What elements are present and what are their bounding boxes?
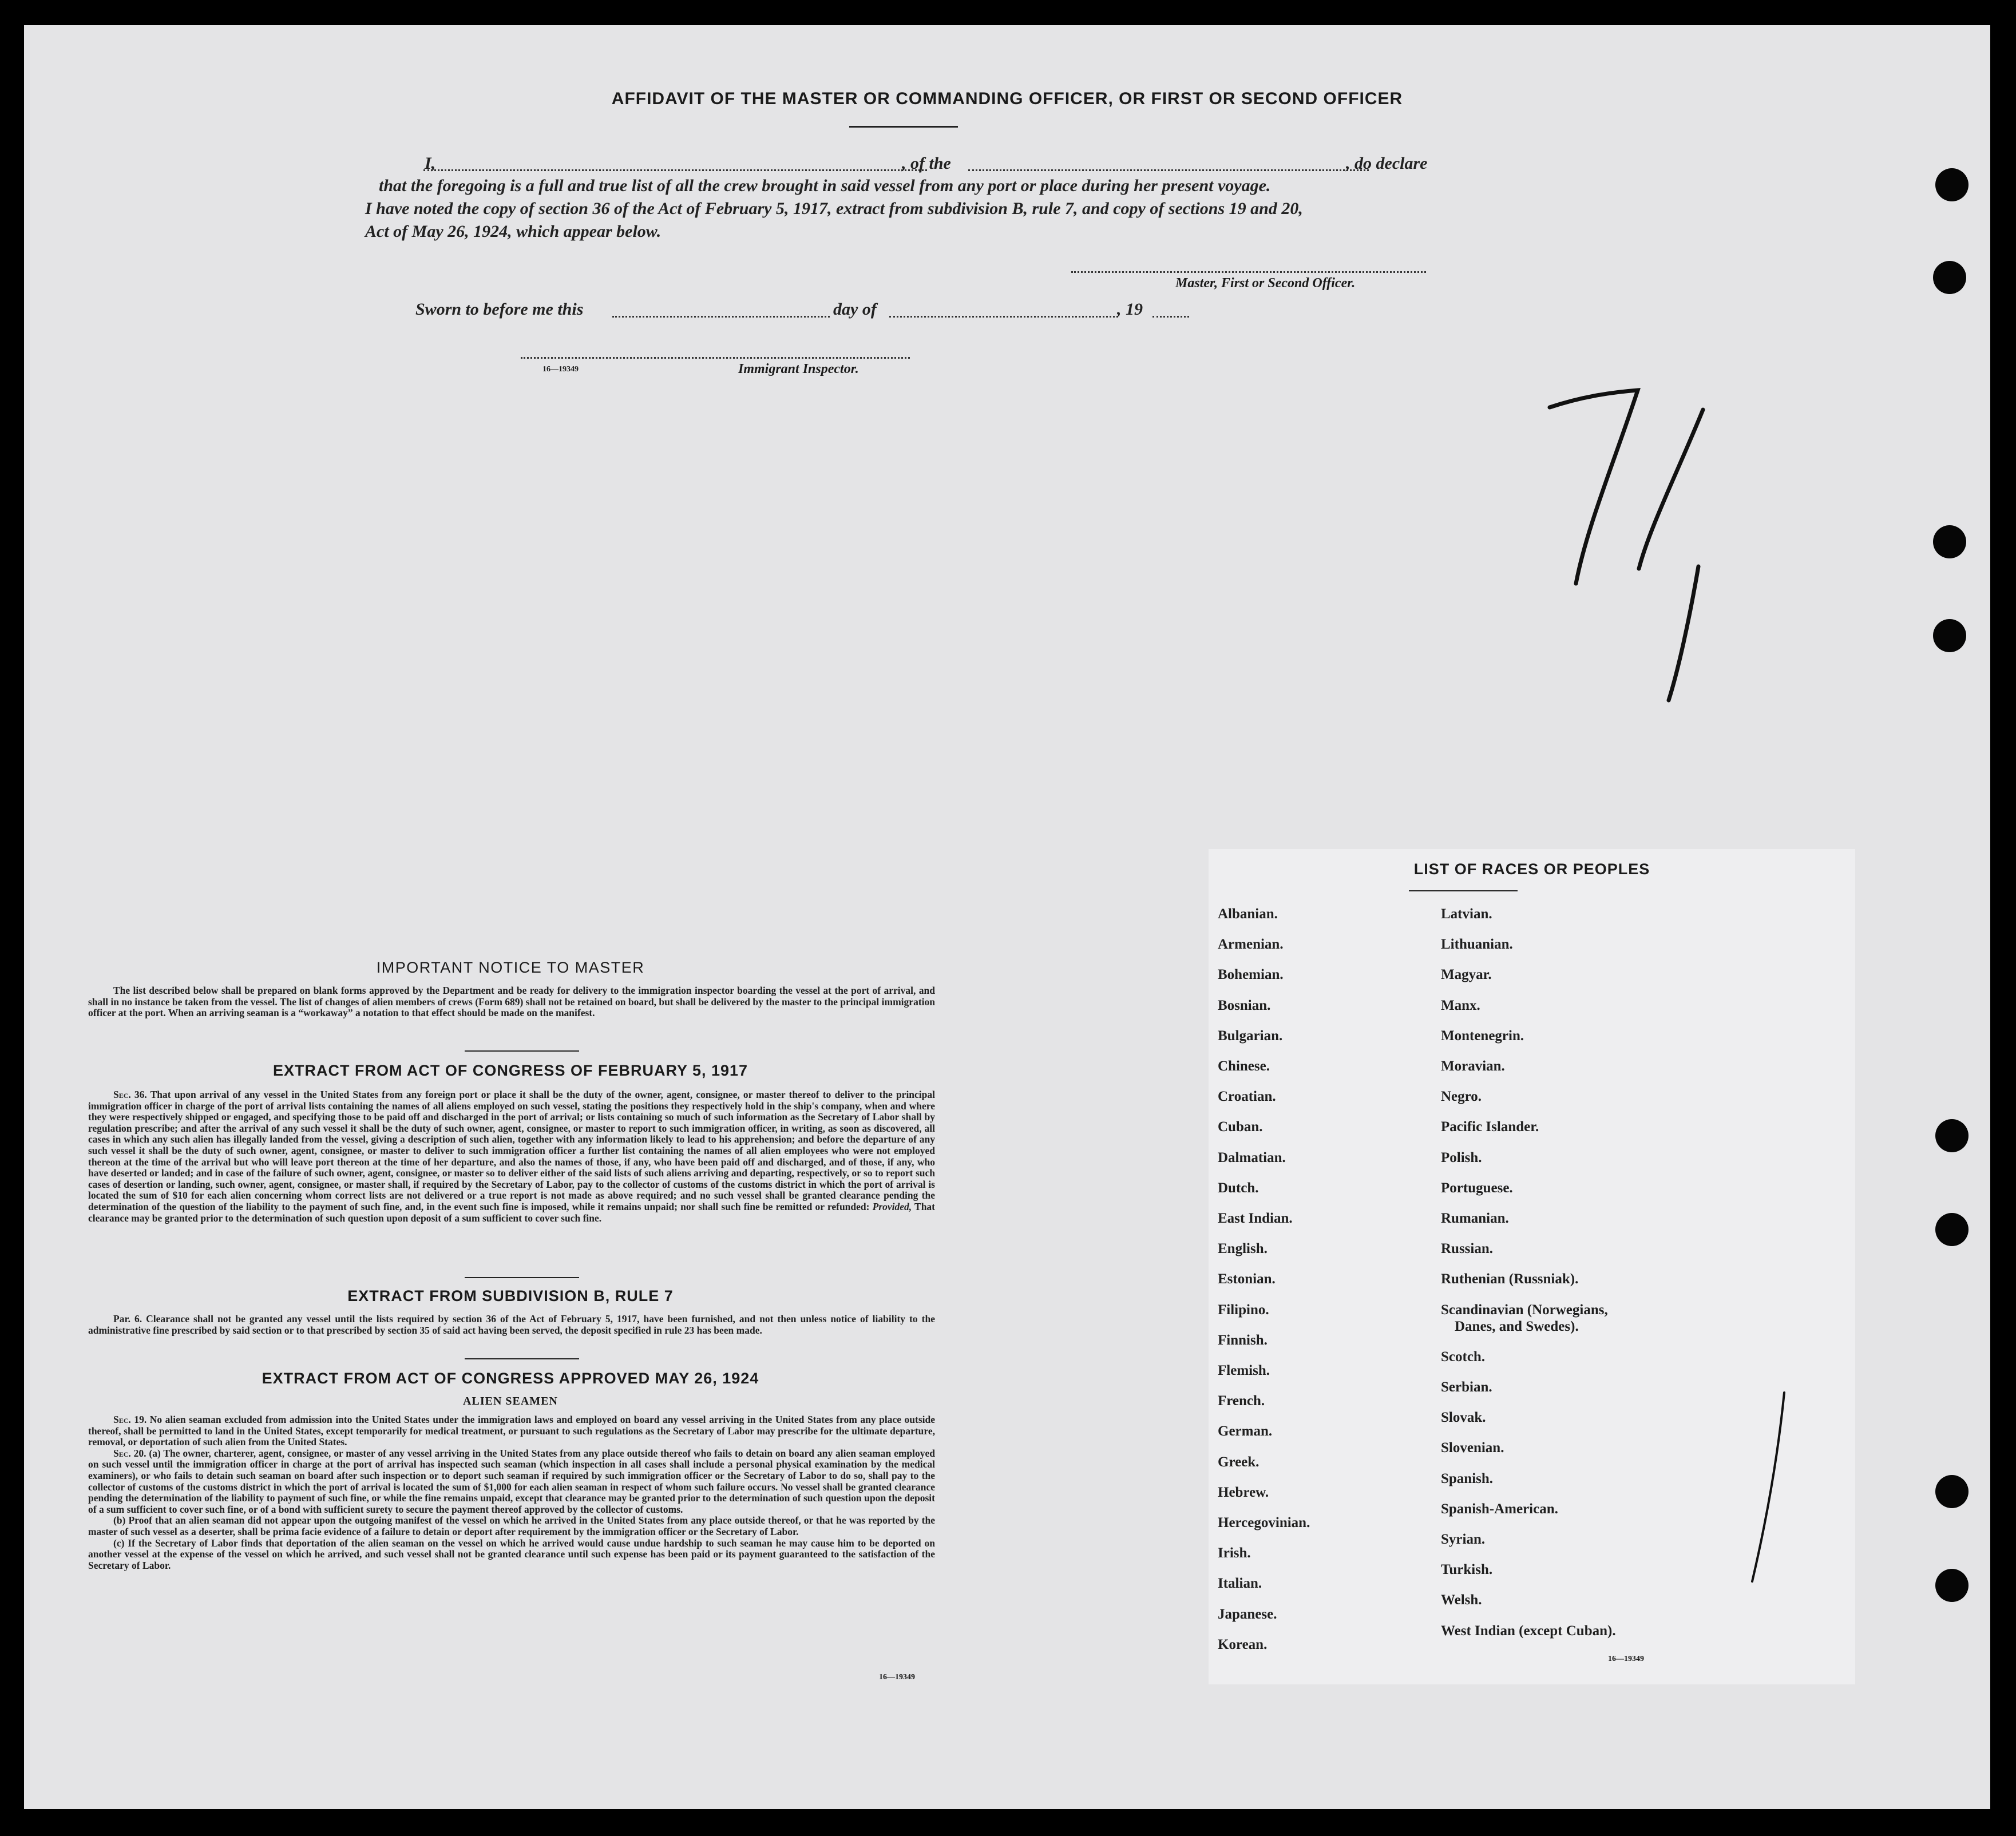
affidavit-line-3: I have noted the copy of section 36 of the Act of February 5, 1917, extract from subdivision B, rule 7, and copy of sections 19 and 20, (365, 199, 1303, 218)
race-item: Welsh. (1441, 1592, 1482, 1608)
name-blank (423, 169, 927, 171)
inspector-signature-line (521, 357, 910, 359)
race-item: West Indian (except Cuban). (1441, 1623, 1616, 1639)
race-item: Korean. (1218, 1636, 1268, 1652)
race-item: Cuban. (1218, 1119, 1263, 1135)
race-item: Greek. (1218, 1454, 1259, 1470)
extract-1924-title: EXTRACT FROM ACT OF CONGRESS APPROVED MAY 26, 1924 (262, 1370, 759, 1387)
sworn-day-blank (612, 316, 830, 318)
race-item: Pacific Islander. (1441, 1119, 1539, 1135)
race-item: Latvian. (1441, 906, 1492, 922)
punch-hole (1935, 1119, 1969, 1152)
sworn-month-blank (889, 316, 1118, 318)
race-item: East Indian. (1218, 1211, 1293, 1226)
sec-36-body: That upon arrival of any vessel in the United States from any foreign port or place it shall be the duty of the owner, agent, consignee, or master thereof to deliver to the principal immigration officer in charge of the port of arrival lists containing the names of all aliens employed on such vessel, stating the positions they respectively hold in the ship's company, when and where they were respectively shipped or engaged, and specifying those to be paid off and discharged in the port of arrival; or lists containing so much of such information as the Secretary of Labor shall by regulation prescribe; and after the arrival of any such vessel it shall be the duty of such owner, agent, consignee, or master to report to such immigration officer, in writing, as soon as discovered, all cases in which any such alien has illegally landed from the vessel, giving a description of such alien, together with any information likely to lead to his apprehension; and before the departure of any such vessel it shall be the duty of such owner, agent, consignee, or master to deliver to such immigration officer a further list containing the names of all alien employees who were not employed thereon at the time of the arrival but who will leave port thereon at the time of her departure, and also the names of those, if any, who have been paid off and discharged, and of those, if any, who have deserted or landed; and in case of the failure of such owner, agent, consignee, or master so to deliver either of the said lists of such aliens arriving and departing, respectively, or so to report such cases of desertion or landing, such owner, agent, consignee, or master shall, if required by the Secretary of Labor, pay to the collector of customs of the customs district in which the port of arrival is located the sum of $10 for each alien concerning whom correct lists are not delivered or a true report is not made as above required; and no such vessel shall be granted clearance pending the determination of the question of the liability to the payment of such fine, and, in the event such fine is imposed, while it remains unpaid; nor shall such fine be remitted or refunded: (88, 1089, 936, 1212)
race-item: Moravian. (1441, 1058, 1505, 1074)
race-item: Portuguese. (1441, 1180, 1513, 1196)
sec-19-label: Sec. 19. (113, 1414, 147, 1425)
punch-hole (1935, 1569, 1969, 1602)
extract-1917-text (88, 1089, 935, 1224)
proviso-label: Provided, (872, 1200, 912, 1212)
punch-hole (1935, 1213, 1969, 1246)
race-item: Dutch. (1218, 1180, 1259, 1196)
affidavit-title: AFFIDAVIT OF THE MASTER OR COMMANDING OFFICER, OR FIRST OR SECOND OFFICER (611, 89, 1403, 108)
races-form-number: 16—19349 (1608, 1655, 1644, 1663)
race-item: Serbian. (1441, 1379, 1492, 1395)
races-divider (1409, 890, 1518, 891)
affidavit-form-number: 16—19349 (542, 365, 579, 374)
pencil-stroke (1746, 1387, 1792, 1593)
race-item: Russian. (1441, 1241, 1494, 1257)
sec-19-body: No alien seaman excluded from admission into the United States under the immigration laws and employed on board any vessel arriving in the United States from any place outside thereof, shall be permitted to land in the United States, except temporarily for medical treatment, or pursuant to such regulations as the Secretary of Labor may prescribe for the ultimate departure, removal, or deportation of such alien from the United States. (88, 1414, 936, 1448)
master-caption: Master, First or Second Officer. (1175, 276, 1356, 291)
race-item: Italian. (1218, 1576, 1262, 1592)
affidavit-of-the: , of the (902, 154, 951, 173)
race-item: Lithuanian. (1441, 937, 1513, 953)
rule-7-divider (465, 1358, 579, 1359)
sec-20c-body: (c) If the Secretary of Labor finds that deportation of the alien seaman on the vessel on which he arrived would cause undue hardship to such seaman he may cause him to be deported on another vessel at the expense of the vessel on which he arrived, and such vessel shall not be granted clearance until such expense has been paid or its payment guaranteed to the satisfaction of the Secretary of Labor. (88, 1537, 935, 1571)
punch-hole (1935, 168, 1969, 201)
punch-hole (1935, 1475, 1969, 1508)
race-item: Manx. (1441, 997, 1480, 1013)
race-item: Hebrew. (1218, 1484, 1269, 1500)
notice-divider (465, 1050, 579, 1052)
race-item: Filipino. (1218, 1302, 1269, 1318)
punch-hole (1933, 525, 1966, 558)
race-item: Irish. (1218, 1545, 1251, 1561)
affidavit-i: I, (425, 154, 436, 173)
sworn-prefix: Sworn to before me this (415, 300, 584, 319)
race-item: Montenegrin. (1441, 1028, 1524, 1044)
race-item: Negro. (1441, 1089, 1482, 1105)
race-item: Hercegovinian. (1218, 1515, 1310, 1530)
race-item: Danes, and Swedes). (1455, 1318, 1579, 1334)
alien-seamen-subtitle: ALIEN SEAMEN (463, 1395, 558, 1407)
proviso-text: That clearance may be granted prior to the determination of such question upon deposit of a sum sufficient to cover such fine. (88, 1200, 935, 1224)
punch-hole (1933, 619, 1966, 652)
races-title: LIST OF RACES OR PEOPLES (1413, 860, 1650, 878)
race-item: Croatian. (1218, 1089, 1276, 1105)
rule-7-text (88, 1314, 935, 1336)
race-item: Finnish. (1218, 1332, 1268, 1348)
affidavit-line-2: that the foregoing is a full and true list of all the crew brought in said vessel from any port or place during her present voyage. (379, 176, 1271, 195)
race-item: Armenian. (1218, 937, 1284, 953)
sec-20b-body: (b) Proof that an alien seaman did not appear upon the outgoing manifest of the vessel on which he arrived in the United States from any place outside thereof, or that he was reported by the master of such vessel as a deserter, shall be prima facie evidence of a failure to detain or deport after requirement by the immigration officer or the Secretary of Labor. (88, 1514, 935, 1537)
race-item: Ruthenian (Russniak). (1441, 1271, 1579, 1287)
race-item: Albanian. (1218, 906, 1278, 922)
master-signature-line (1071, 271, 1426, 273)
race-item: Rumanian. (1441, 1211, 1509, 1226)
notice-text (88, 985, 935, 1019)
punch-hole (1933, 261, 1966, 294)
inspector-caption: Immigrant Inspector. (738, 362, 859, 376)
sworn-year-blank (1152, 316, 1189, 318)
notice-paragraph: The list described below shall be prepared on blank forms approved by the Department and be ready for delivery to the immigration inspector boarding the vessel at the port of arrival, and shall in no instance be taken from the vessel. The list of changes of alien members of crews (Form 689) shall not be retained on board, but shall be delivered by the master to the principal immigration officer at the port. When an arriving seaman is a “workaway” a notation to that effect should be made on the manifest. (88, 985, 935, 1019)
title-divider (849, 126, 958, 128)
rule-7-title: EXTRACT FROM SUBDIVISION B, RULE 7 (347, 1287, 674, 1304)
race-item: English. (1218, 1241, 1268, 1257)
race-item: Polish. (1441, 1149, 1482, 1165)
race-item: French. (1218, 1393, 1265, 1409)
extract-1917-title: EXTRACT FROM ACT OF CONGRESS OF FEBRUARY 5, 1917 (272, 1062, 748, 1079)
race-item: Flemish. (1218, 1363, 1270, 1378)
race-item: Bohemian. (1218, 967, 1284, 983)
race-item: Scandinavian (Norwegians, (1441, 1302, 1608, 1318)
notice-title: IMPORTANT NOTICE TO MASTER (376, 959, 645, 976)
sworn-year: , 19 (1117, 300, 1143, 319)
race-item: Scotch. (1441, 1349, 1486, 1365)
race-item: Slovak. (1441, 1410, 1486, 1426)
sec-20-label: Sec. 20. (113, 1447, 146, 1459)
race-item: Chinese. (1218, 1058, 1270, 1074)
affidavit-do-declare: , do declare (1346, 154, 1428, 173)
sworn-day-of: day of (833, 300, 877, 319)
vessel-blank (968, 169, 1369, 171)
race-item: Japanese. (1218, 1606, 1277, 1622)
rule-7-paragraph: Par. 6. Clearance shall not be granted any vessel until the lists required by section 36 of the Act of February 5, 1917, have been furnished, and not then unless notice of liability to the administrative fine prescribed by said section or to that prescribed by section 35 of said act having been served, the deposit specified in rule 23 has been made. (88, 1313, 935, 1336)
extract-1917-divider (465, 1277, 579, 1278)
race-item: German. (1218, 1423, 1273, 1440)
race-item: Syrian. (1441, 1532, 1486, 1547)
document-page (24, 25, 1990, 1809)
race-item: Bulgarian. (1218, 1028, 1283, 1044)
sec-20a-body: (a) The owner, charterer, agent, consignee, or master of any vessel arriving in the United States from any place outside thereof who fails to detain on board any alien seaman employed on such vessel until the immigration officer in charge at the port of arrival has inspected such seaman (which inspection in all cases shall include a personal physical examination by the medical examiners), or who fails to detain such seaman on board after such inspection or to deport such seaman if required by such immigration officer or the Secretary of Labor to do so, shall pay to the collector of customs of the customs district in which the port of arrival is located the sum of $1,000 for each alien seaman in respect of whom such failure occurs. No vessel shall be granted clearance pending the determination of the liability to payment of such fine, or while the fine remains unpaid, except that clearance may be granted prior to the determination of such question upon the deposit of a sum sufficient to cover such fine, or of a bond with sufficient surety to secure the payment thereof approved by the collector of customs. (88, 1447, 936, 1515)
handwritten-number-71 (1535, 380, 1718, 746)
race-item: Spanish. (1441, 1470, 1494, 1486)
extract-1924-text (88, 1414, 935, 1571)
race-item: Estonian. (1218, 1271, 1276, 1287)
race-item: Slovenian. (1441, 1440, 1504, 1456)
affidavit-line-4: Act of May 26, 1924, which appear below. (365, 222, 662, 241)
race-item: Turkish. (1441, 1562, 1493, 1578)
race-item: Magyar. (1441, 967, 1492, 983)
extract-form-number: 16—19349 (879, 1673, 915, 1682)
race-item: Spanish-American. (1441, 1501, 1558, 1517)
sec-36-label: Sec. 36. (113, 1089, 147, 1100)
race-item: Dalmatian. (1218, 1149, 1286, 1165)
race-item: Bosnian. (1218, 997, 1271, 1013)
